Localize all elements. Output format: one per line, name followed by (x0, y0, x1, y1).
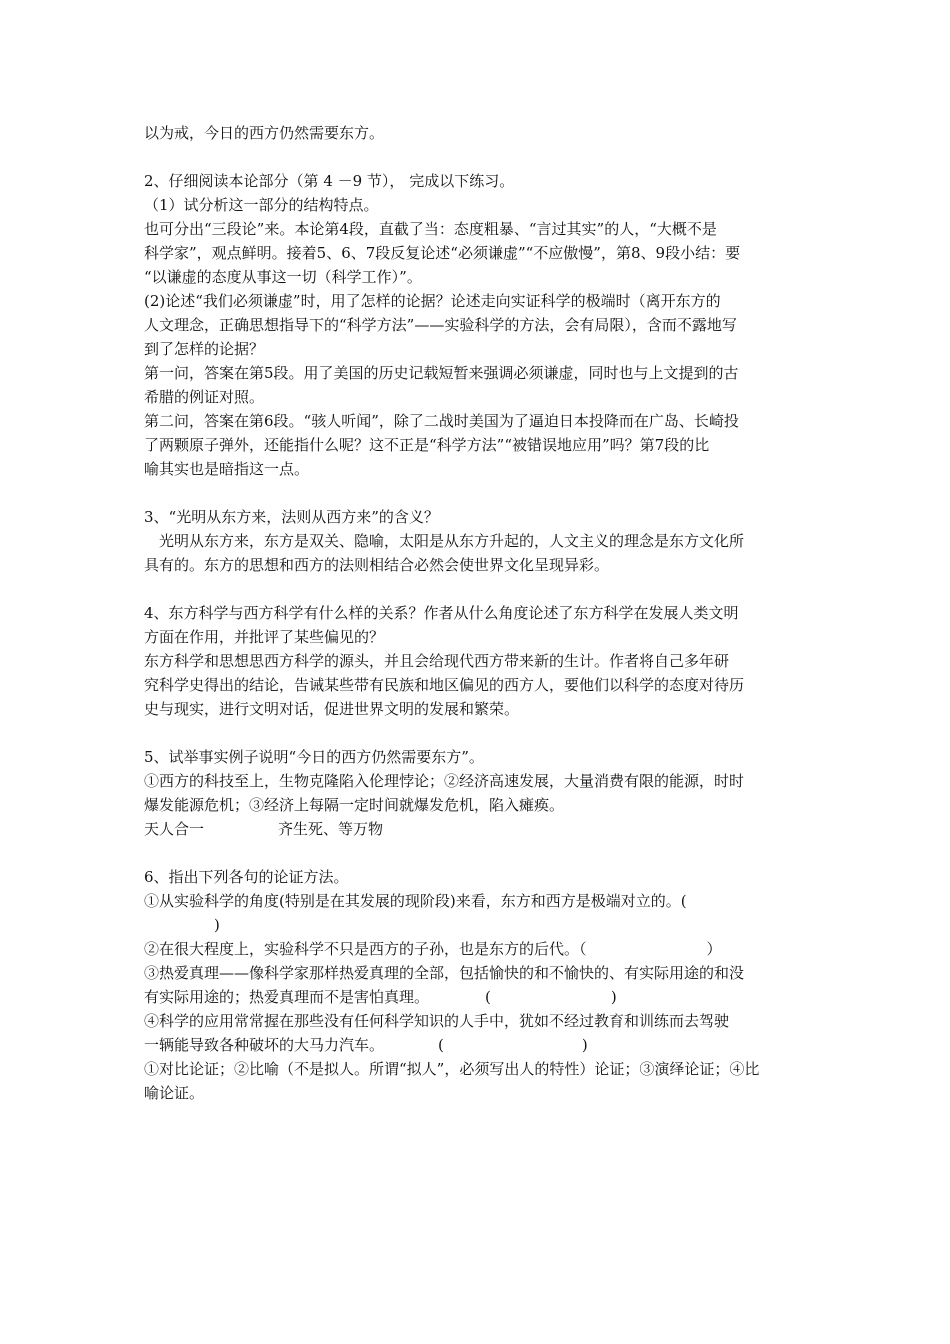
blank-close: ） (706, 940, 722, 958)
answer-line: “以谦虚的态度从事这一切（科学工作）”。 (144, 268, 422, 286)
answer-line: ①对比论证；②比喻（不是拟人。所谓“拟人”，必须写出人的特性）论证；③演绎论证；④比 (144, 1060, 760, 1078)
question-6-item-3: ③热爱真理——像科学家那样热爱真理的全部，包括愉快的和不愉快的、有实际用途的和没 (144, 964, 745, 982)
answer-line: 光明从东方来，东方是双关、隐喻，太阳是从东方升起的，人文主义的理念是东方文化所 (144, 532, 745, 550)
blank-close: ) (214, 916, 220, 934)
blank-open: ( (438, 1036, 444, 1054)
blank-line (144, 577, 810, 601)
question-2-sub-2: (2)论述“我们必须谦虚”时，用了怎样的论据？论述走向实证科学的极端时（离开东方的 (144, 292, 721, 310)
answer-line: 究科学史得出的结论，告诫某些带有民族和地区偏见的西方人，要他们以科学的态度对待历 (144, 676, 745, 694)
answer-line: 第二问，答案在第6段。“骇人听闻”，除了二战时美国为了逼迫日本投降而在广岛、长崎投 (144, 412, 739, 430)
question-2-title: 2、仔细阅读本论部分（第 4 －9 节）， 完成以下练习。 (144, 172, 515, 190)
question-line: 方面在作用，并批评了某些偏见的？ (144, 628, 385, 646)
question-line (144, 985, 810, 1009)
question-line: 人文理念，正确思想指导下的“科学方法”——实验科学的方法，会有局限），含而不露地写 (144, 316, 737, 334)
blank-line (144, 145, 810, 169)
question-6-item-4: ④科学的应用常常握在那些没有任何科学知识的人手中，犹如不经过教育和训练而去驾驶 (144, 1012, 730, 1030)
answer-line: ①西方的科技至上，生物克隆陷入伦理悖论；②经济高速发展，大量消费有限的能源，时时 (144, 772, 745, 790)
question-text: ②在很大程度上，实验科学不只是西方的子孙，也是东方的后代。（ (144, 940, 587, 958)
paragraph-line: 以为戒，今日的西方仍然需要东方。 (144, 124, 385, 142)
answer-line: 具有的。东方的思想和西方的法则相结合必然会使世界文化呈现异彩。 (144, 556, 610, 574)
blank-close: ) (610, 988, 617, 1006)
question-line: 到了怎样的论据？ (144, 340, 265, 358)
question-3-title: 3、“光明从东方来，法则从西方来”的含义？ (144, 508, 439, 526)
blank-open: ( (485, 988, 491, 1006)
blank-line (144, 481, 810, 505)
blank-close: ) (581, 1036, 588, 1054)
answer-line: 喻其实也是暗指这一点。 (144, 460, 310, 478)
question-6-item-2 (144, 937, 810, 961)
question-5-title: 5、试举事实例子说明“今日的西方仍然需要东方”。 (144, 748, 484, 766)
answer-term: 齐生死、等万物 (278, 820, 384, 838)
answer-line: 喻论证。 (144, 1084, 205, 1102)
answer-line: 科学家”，观点鲜明。接着5、6、7段反复论述“必须谦虚”“不应傲慢”，第8、9段小结：要 (144, 244, 741, 262)
answer-line: 也可分出“三段论”来。本论第4段，直截了当：态度粗暴、“言过其实”的人，“大概不是 (144, 220, 717, 238)
answer-line (144, 817, 810, 841)
answer-line: 了两颗原子弹外，还能指什么呢？这不正是“科学方法”“被错误地应用”吗？第7段的比 (144, 436, 710, 454)
question-text: 有实际用途的；热爱真理而不是害怕真理。 (144, 988, 430, 1006)
document-body (144, 121, 810, 1105)
answer-line: 第一问，答案在第5段。用了美国的历史记载短暂来强调必须谦虚，同时也与上文提到的古 (144, 364, 739, 382)
blank-line (144, 841, 810, 865)
answer-line: 爆发能源危机；③经济上每隔一定时间就爆发危机，陷入瘫痪。 (144, 796, 565, 814)
answer-line: 希腊的例证对照。 (144, 388, 265, 406)
question-line (144, 913, 810, 937)
question-6-title: 6、指出下列各句的论证方法。 (144, 868, 349, 886)
question-text: 一辆能导致各种破坏的大马力汽车。 (144, 1036, 385, 1054)
question-2-sub-1: （1）试分析这一部分的结构特点。 (144, 196, 379, 214)
answer-line: 史与现实，进行文明对话，促进世界文明的发展和繁荣。 (144, 700, 520, 718)
question-line (144, 1033, 810, 1057)
answer-line: 东方科学和思想思西方科学的源头，并且会给现代西方带来新的生计。作者将自己多年研 (144, 652, 730, 670)
question-4-title: 4、东方科学与西方科学有什么样的关系？作者从什么角度论述了东方科学在发展人类文明 (144, 604, 739, 622)
answer-term: 天人合一 (144, 820, 205, 838)
question-6-item-1: ①从实验科学的角度(特别是在其发展的现阶段)来看，东方和西方是极端对立的。( (144, 892, 687, 910)
blank-line (144, 721, 810, 745)
